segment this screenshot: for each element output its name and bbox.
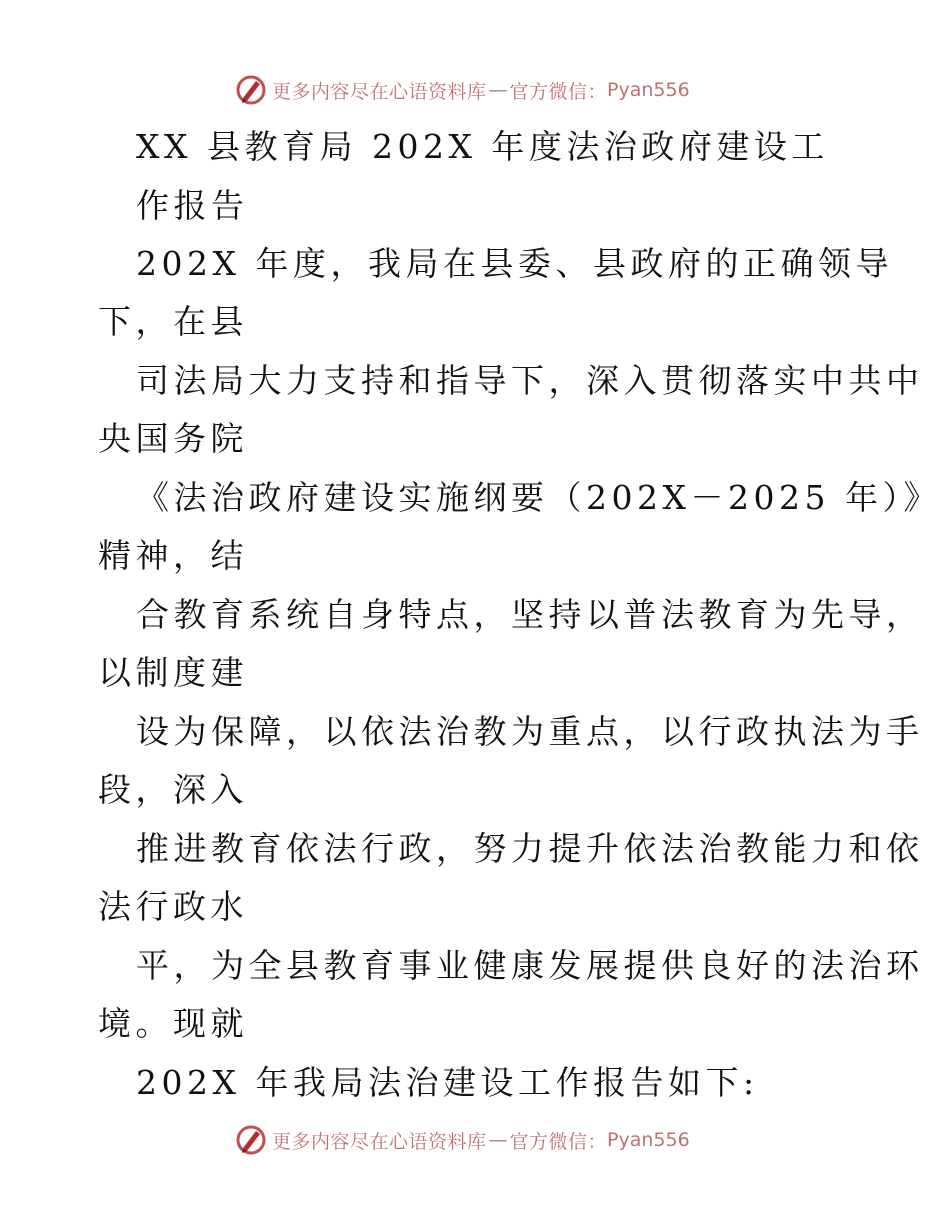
paragraph-line: 法行政水	[98, 887, 248, 926]
paragraph-line: 境。现就	[98, 1004, 248, 1043]
paragraph-line: 《法治政府建设实施纲要（202X－2025 年）》	[136, 478, 941, 517]
pen-circle-logo-icon	[234, 1123, 268, 1157]
watermark-label: 官方微信：	[509, 1130, 608, 1153]
watermark-separator: —	[488, 1129, 508, 1151]
watermark-separator: —	[488, 79, 508, 101]
watermark-text: 更多内容尽在心语资料库	[272, 80, 487, 103]
paragraph-line: 设为保障，以依法治教为重点，以行政执法为手	[136, 712, 924, 751]
header-watermark	[234, 72, 690, 108]
watermark-text: 更多内容尽在心语资料库	[272, 1130, 487, 1153]
paragraph-line: 央国务院	[98, 419, 248, 458]
paragraph-line: 推进教育依法行政，努力提升依法治教能力和依	[136, 829, 924, 868]
paragraph-line: 下，在县	[98, 302, 248, 341]
footer-watermark	[234, 1122, 690, 1158]
paragraph-line: 202X 年度，我局在县委、县政府的正确领导	[136, 244, 893, 283]
paragraph-line: 合教育系统自身特点，坚持以普法教育为先导，	[136, 595, 924, 634]
pen-circle-logo-icon	[234, 73, 268, 107]
paragraph-line: 段，深入	[98, 770, 248, 809]
document-title-line-1: XX 县教育局 202X 年度法治政府建设工	[136, 127, 829, 166]
paragraph-line: 司法局大力支持和指导下，深入贯彻落实中共中	[136, 361, 924, 400]
document-title-line-2: 作报告	[136, 186, 249, 225]
paragraph-line: 202X 年我局法治建设工作报告如下:	[136, 1063, 759, 1102]
watermark-id: Pyan556	[607, 1129, 690, 1151]
watermark-label: 官方微信：	[509, 80, 608, 103]
paragraph-line: 平，为全县教育事业健康发展提供良好的法治环	[136, 946, 924, 985]
paragraph-line: 精神，结	[98, 536, 248, 575]
paragraph-line: 以制度建	[98, 653, 248, 692]
watermark-id: Pyan556	[607, 79, 690, 101]
